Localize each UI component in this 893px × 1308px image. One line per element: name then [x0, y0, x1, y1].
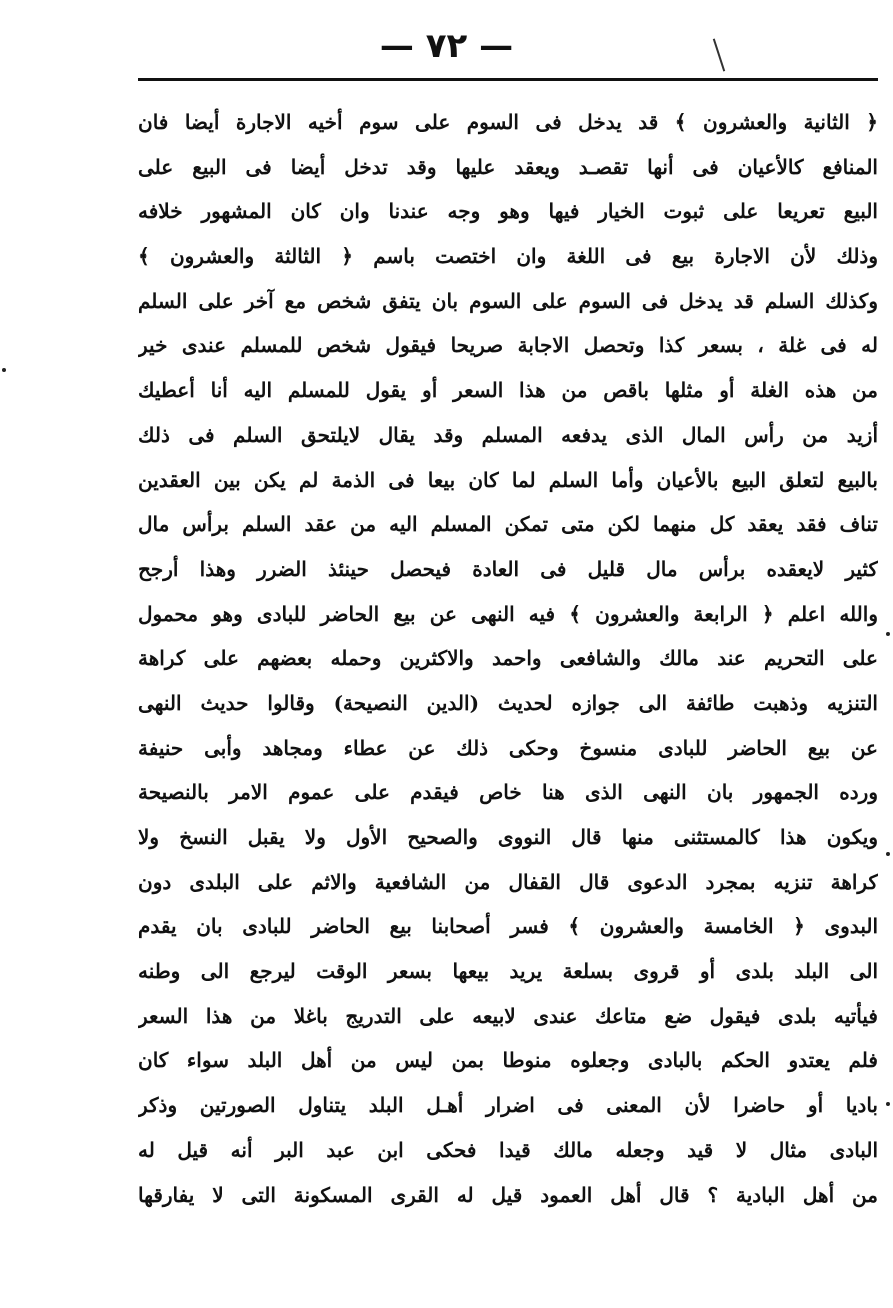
text-line: ورده الجمهور بان النهى الذى هنا خاص فيقدم على عموم الامر بالنصيحة — [138, 780, 878, 805]
text-line: من هذه الغلة أو مثلها باقص من هذا السعر أو يقول للمسلم اليه أنا أعطيك — [138, 378, 878, 403]
text-line: فيأتيه بلدى فيقول ضع متاعك عندى لابيعه على التدريج باغلا من هذا السعر — [138, 1003, 878, 1028]
text-line: باديا أو حاضرا لأن المعنى فى اضرار أهـل البلد يتناول الصورتين وذكر — [138, 1093, 878, 1118]
text-line: الى البلد بلدى أو قروى بسلعة يريد بيعها بسعر الوقت ليرجع الى وطنه — [138, 959, 878, 984]
text-line: أزيد من رأس المال الذى يدفعه المسلم وقد يقال لايلتحق السلم فى ذلك — [138, 422, 878, 447]
text-line: كثير لايعقده برأس مال قليل فى العادة فيحصل حينئذ الضرر وهذا أرجح — [138, 556, 878, 581]
text-line: ﴿ الثانية والعشرون ﴾ قد يدخل فى السوم على سوم أخيه الاجارة أيضا فان — [138, 110, 878, 134]
text-line: عن بيع الحاضر للبادى منسوخ وحكى ذلك عن عطاء ومجاهد وأبى حنيفة — [138, 735, 878, 760]
text-line: والله اعلم ﴿ الرابعة والعشرون ﴾ فيه النهى عن بيع الحاضر للبادى وهو محمول — [138, 601, 878, 626]
text-line: كراهة تنزيه بمجرد الدعوى قال القفال من الشافعية والاثم على البلدى دون — [138, 869, 878, 894]
text-line: البيع تعريعا على ثبوت الخيار فيها وهو وجه عندنا وان كان المشهور خلافه — [138, 199, 878, 224]
text-line: بالبيع لتعلق البيع بالأعيان وأما السلم لما كان بيعا فى الذمة لم يكن بين العقدين — [138, 467, 878, 492]
page-number: — ٧٢ — — [379, 26, 514, 66]
header-rule — [138, 78, 878, 81]
text-line: التنزيه وذهبت طائفة الى جوازه لحديث (الدين النصيحة) وقالوا حديث النهى — [138, 690, 878, 715]
margin-dot — [2, 368, 6, 372]
text-line: البادى مثال لا قيد وجعله مالك قيدا فحكى ابن عبد البر أنه قيل له — [138, 1137, 878, 1162]
text-line: له فى غلة ، بسعر كذا وتحصل الاجابة صريحا فيقول شخص للمسلم عندى خير — [138, 333, 878, 358]
margin-dot — [886, 852, 890, 856]
margin-dot — [886, 1102, 890, 1106]
text-line: فلم يعتدو الحكم بالبادى وجعلوه منوطا بمن ليس من أهل البلد سواء كان — [138, 1048, 878, 1073]
text-line: المنافع كالأعيان فى أنها تقصـد ويعقد عليها وقد تدخل أيضا فى البيع على — [138, 154, 878, 179]
margin-dot — [886, 632, 890, 636]
text-line: من أهل البادية ؟ قال أهل العمود قيل له القرى المسكونة التى لا يفارقها — [138, 1182, 878, 1207]
text-line: وذلك لأن الاجارة بيع فى اللغة وان اختصت باسم ﴿ الثالثة والعشرون ﴾ — [138, 244, 878, 269]
text-line: تناف فقد يعقد كل منهما لكن متى تمكن المسلم اليه من عقد السلم برأس مال — [138, 512, 878, 537]
text-line: على التحريم عند مالك والشافعى واحمد والاكثرين وحمله بعضهم على كراهة — [138, 646, 878, 671]
text-line: ويكون هذا كالمستثنى منها قال النووى والصحيح الأول ولا يقبل النسخ ولا — [138, 825, 878, 849]
text-line: وكذلك السلم قد يدخل فى السوم على السوم بان يتفق شخص مع آخر على السلم — [138, 288, 878, 313]
body-text — [138, 100, 878, 1217]
text-line: البدوى ﴿ الخامسة والعشرون ﴾ فسر أصحابنا بيع الحاضر للبادى بان يقدم — [138, 914, 878, 939]
